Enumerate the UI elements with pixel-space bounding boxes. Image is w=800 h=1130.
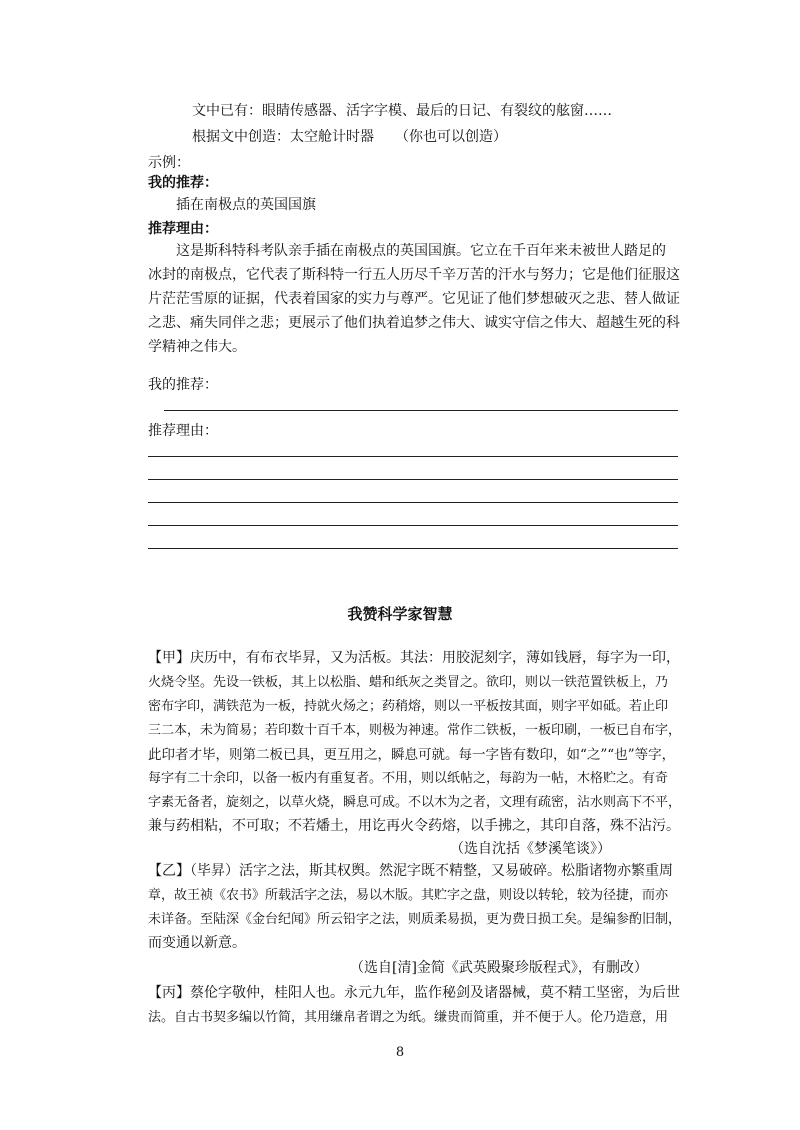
- answer-recommend-label: 我的推荐：: [148, 377, 218, 393]
- jia-line: 【甲】庆历中，有布衣毕昇，又为活板。其法：用胶泥刻字，薄如钱唇，每字为一印，: [148, 650, 680, 666]
- answer-reason-line[interactable]: [148, 548, 678, 549]
- jia-line: 密布字印，满铁范为一板，持就火炀之；药稍熔，则以一平板按其面，则字平如砥。若止印: [148, 699, 669, 714]
- example-reason-label: 推荐理由：: [148, 221, 218, 237]
- example-recommend-value: 插在南极点的英国国旗: [176, 197, 316, 213]
- answer-reason-line[interactable]: [148, 456, 678, 457]
- jia-line: 此印者才毕，则第二板已具，更互用之，瞬息可就。每一字皆有数印，如“之”“也”等字，: [148, 747, 676, 763]
- example-reason-line: 片茫茫雪原的证据，代表着国家的实力与尊严。它见证了他们梦想破灭之悲、替人做证: [148, 291, 680, 307]
- bing-line: 法。自古书契多编以竹简，其用缣帛者谓之为纸。缣贵而简重，并不便于人。伦乃造意，用: [148, 1010, 669, 1025]
- jia-line: 兼与药相粘，不可取；不若燔土，用讫再火令药熔，以手拂之，其印自落，殊不沾污。: [148, 818, 680, 834]
- example-reason-line: 冰封的南极点，它代表了斯科特一行五人历尽千辛万苦的汗水与努力；它是他们征服这: [148, 267, 680, 283]
- example-reason-line: 之悲、痛失同伴之悲；更展示了他们执着追梦之伟大、诚实守信之伟大、超越生死的科: [148, 315, 680, 331]
- jia-line: 每字有二十余印，以备一板内有重复者。不用，则以纸帖之，每韵为一帖，木格贮之。有奇: [148, 771, 669, 786]
- intro-line-1: 文中已有：眼睛传感器、活字字模、最后的日记、有裂纹的舷窗……: [192, 103, 612, 119]
- section-title: 我赞科学家智慧: [347, 605, 453, 623]
- bing-line: 【丙】蔡伦字敬仲，桂阳人也。永元九年，监作秘剑及诸器械，莫不精工坚密，为后世: [148, 985, 680, 1001]
- yi-line: 【乙】（毕昇）活字之法，斯其权舆。然泥字既不精整，又易破碎。松脂诸物亦繁重周: [148, 863, 673, 879]
- answer-recommend-line[interactable]: [164, 410, 678, 411]
- yi-line: 章，故王祯《农书》所载活字之法，易以木版。其贮字之盘，则设以转轮，较为径捷，而亦: [148, 888, 669, 903]
- yi-source: （选自[清]金简《武英殿聚珍版程式》，有删改）: [350, 960, 648, 976]
- answer-reason-line[interactable]: [148, 502, 678, 503]
- example-reason-line: 学精神之伟大。: [148, 339, 246, 355]
- yi-line: 未详备。至陆深《金台纪闻》所云铅字之法，则质柔易损，更为费日损工矣。是编参酌旧制，: [148, 912, 682, 927]
- page-number: 8: [395, 1045, 405, 1060]
- example-recommend-label: 我的推荐：: [148, 175, 218, 191]
- intro-line-2: 根据文中创造：太空舱计时器 （你也可以创造）: [192, 129, 507, 145]
- answer-reason-line[interactable]: [148, 479, 678, 480]
- example-label: 示例：: [148, 155, 190, 171]
- jia-line: 三二本，未为简易；若印数十百千本，则极为神速。常作二铁板，一板印刷，一板已自布字，: [148, 723, 682, 738]
- yi-line: 而变通以新意。: [148, 935, 246, 951]
- jia-line: 字素无备者，旋刻之，以草火烧，瞬息可成。不以木为之者，文理有疏密，沾水则高下不平，: [148, 795, 682, 810]
- answer-reason-line[interactable]: [148, 525, 678, 526]
- jia-source: （选自沈括《梦溪笔谈》）: [450, 841, 611, 857]
- answer-reason-label: 推荐理由：: [148, 423, 218, 439]
- example-reason-line: 这是斯科特科考队亲手插在南极点的英国国旗。它立在千百年来未被世人踏足的: [176, 243, 666, 259]
- jia-line: 火烧令坚。先设一铁板，其上以松脂、蜡和纸灰之类冒之。欲印，则以一铁范置铁板上，乃: [148, 675, 669, 690]
